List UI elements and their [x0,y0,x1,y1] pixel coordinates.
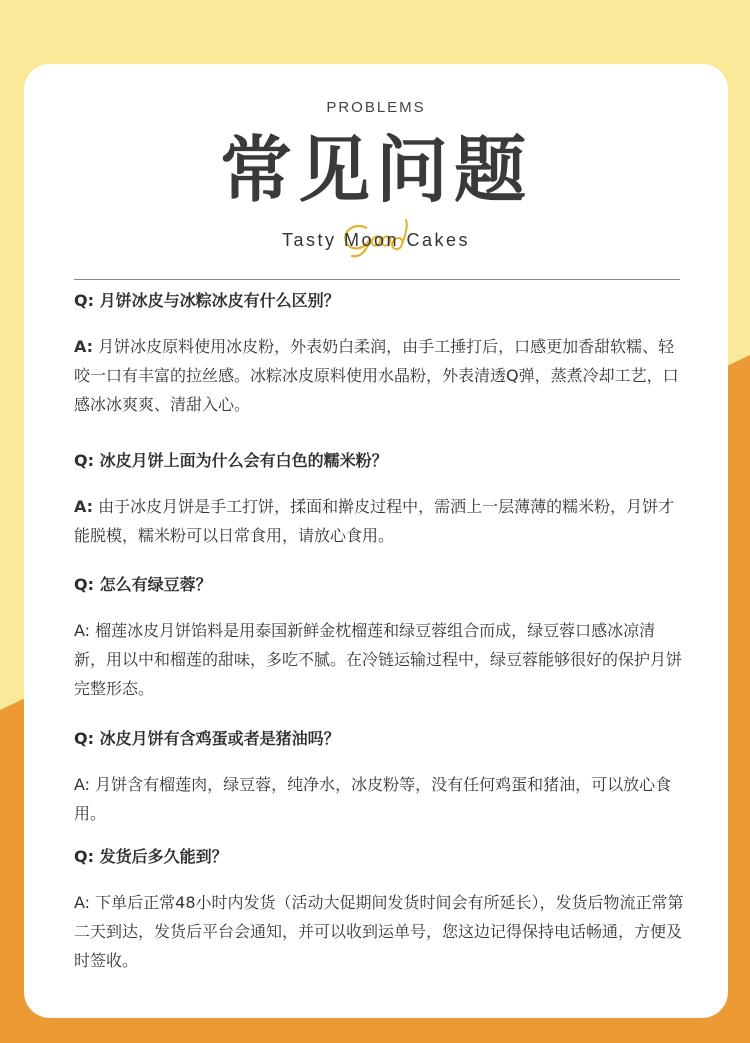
faq-question: Q: 冰皮月饼有含鸡蛋或者是猪油吗？ [74,729,340,748]
header-subtitle: PROBLEMS [326,99,426,116]
page-title: 常见问题 [219,128,532,212]
faq-item [74,846,686,975]
faq-answer [74,888,686,975]
faq-item [74,450,686,550]
faq-item [74,574,686,703]
faq-answer [74,770,686,828]
faq-item [74,728,686,828]
faq-question: Q: 发货后多久能到？ [74,847,228,866]
answer-prefix: A: [74,893,91,912]
faq-question: Q: 冰皮月饼上面为什么会有白色的糯米粉？ [74,451,388,470]
answer-text: 由于冰皮月饼是手工打饼，揉面和擀皮过程中，需洒上一层薄薄的糯米粉，月饼才能脱模，糯米粉可以日常食用，请放心食用。 [74,497,675,545]
faq-question: Q: 月饼冰皮与冰粽冰皮有什么区别？ [74,291,340,310]
answer-prefix: A: [74,775,91,794]
answer-text: 下单后正常48小时内发货（活动大促期间发货时间会有所延长），发货后物流正常第二天到达，发货后平台会通知，并可以收到运单号，您这边记得保持电话畅通，方便及时签收。 [74,893,684,970]
answer-prefix: A: [74,497,94,516]
faq-answer [74,616,686,703]
answer-text: 榴莲冰皮月饼馅料是用泰国新鲜金枕榴莲和绿豆蓉组合而成，绿豆蓉口感冰凉清新，用以中和榴莲的甜味，多吃不腻。在冷链运输过程中，绿豆蓉能够很好的保护月饼完整形态。 [74,621,683,698]
faq-answer [74,332,686,419]
answer-text: 月饼冰皮原料使用冰皮粉，外表奶白柔润，由手工捶打后，口感更加香甜软糯、轻咬一口有丰富的拉丝感。冰粽冰皮原料使用水晶粉，外表清透Q弹，蒸煮冷却工艺，口感冰冰爽爽、清甜入心。 [74,337,679,414]
faq-question: Q: 怎么有绿豆蓉？ [74,575,212,594]
answer-prefix: A: [74,337,94,356]
faq-card [24,64,728,1018]
tagline: Tasty Moon Cakes [281,230,471,250]
answer-prefix: A: [74,621,91,640]
header-divider [74,279,680,280]
faq-answer [74,492,686,550]
answer-text: 月饼含有榴莲肉，绿豆蓉，纯净水，冰皮粉等，没有任何鸡蛋和猪油，可以放心食用。 [74,775,672,823]
faq-item [74,290,686,419]
